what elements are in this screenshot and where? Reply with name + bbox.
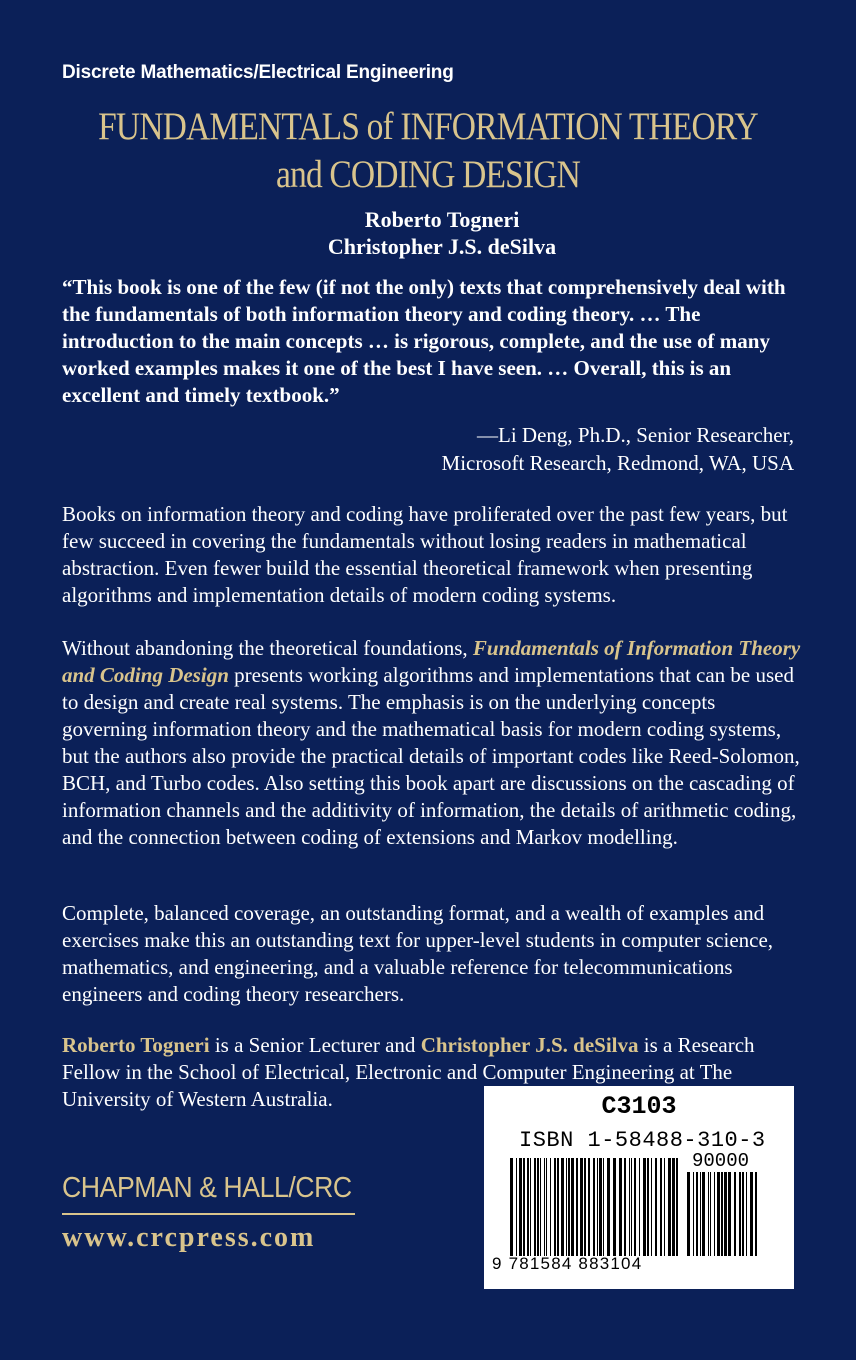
text-span: presents working algorithms and implementations that can be used to design and create real systems. The emphasis is on the underlying concepts governing information theory and the mathematical basis for modern coding systems, but the authors also provide the practical details of important codes like Reed-Solomon, BCH, and Turbo codes. Also setting this book apart are discussions on the cascading of information channels and the additivity of information, the details of arithmetic coding, and the connection between coding of extensions and Markov modelling. bbox=[62, 663, 800, 849]
barcode-bar bbox=[734, 1172, 736, 1256]
text-span: is a Research Fellow in the School of Electrical, Electronic and Computer Engineering at The University of Western Australia. bbox=[62, 1033, 755, 1111]
barcode-bar bbox=[607, 1158, 610, 1256]
barcode-bar bbox=[537, 1158, 539, 1256]
description-paragraph: Books on information theory and coding have proliferated over the past few years, but few succeed in covering the fundamentals without losing readers in mathematical abstraction. Even fewer build the essential theoretical framework when presenting algorithms and implementation details of modern coding systems. bbox=[62, 502, 788, 607]
subject-category: Discrete Mathematics/Electrical Engineering bbox=[62, 62, 454, 83]
publisher-logo: CHAPMAN & HALL/CRC bbox=[62, 1172, 352, 1204]
barcode-bar bbox=[710, 1172, 711, 1256]
publisher-website: www.crcpress.com bbox=[62, 1222, 316, 1253]
barcode-bar bbox=[568, 1158, 570, 1256]
book-title-line2: and CODING DESIGN bbox=[276, 153, 580, 196]
barcode-bar bbox=[660, 1158, 662, 1256]
barcode-bar bbox=[631, 1158, 632, 1256]
barcode-bar bbox=[629, 1158, 630, 1256]
barcode-bar bbox=[557, 1158, 559, 1256]
barcode-bar bbox=[724, 1172, 727, 1256]
barcode-bar bbox=[576, 1158, 578, 1256]
barcode-bar bbox=[554, 1158, 556, 1256]
barcode-bar bbox=[624, 1158, 626, 1256]
price-code: 90000 bbox=[692, 1150, 750, 1172]
barcode-bar bbox=[534, 1158, 536, 1256]
author-name: Roberto Togneri bbox=[364, 207, 520, 232]
barcode-bar bbox=[550, 1158, 551, 1256]
review-affiliation: Microsoft Research, Redmond, WA, USA bbox=[441, 451, 794, 475]
barcode-bar bbox=[566, 1158, 567, 1256]
barcode-bar bbox=[510, 1158, 513, 1256]
description-paragraph bbox=[62, 635, 802, 851]
description-paragraph: Complete, balanced coverage, an outstanding format, and a wealth of examples and exercises make this an outstanding text for upper-level students in computer science, mathematics, and engineering, and a valuable reference for telecommunications engineers and coding theory researchers. bbox=[62, 901, 774, 1006]
barcode-bar bbox=[619, 1158, 622, 1256]
book-title-line1: FUNDAMENTALS of INFORMATION THEORY bbox=[98, 105, 758, 148]
barcode-code: C3103 bbox=[601, 1092, 677, 1121]
barcode-bar bbox=[746, 1172, 747, 1256]
author-name: Christopher J.S. deSilva bbox=[327, 234, 557, 259]
barcode-bar bbox=[693, 1172, 694, 1256]
barcode-bar bbox=[597, 1158, 598, 1256]
barcode-bar bbox=[728, 1172, 731, 1256]
barcode-bar bbox=[599, 1158, 602, 1256]
addon-barcode bbox=[687, 1172, 757, 1256]
barcode-bar bbox=[676, 1158, 678, 1256]
barcode-bar bbox=[561, 1158, 564, 1256]
barcode-bar bbox=[516, 1158, 517, 1256]
barcode-panel bbox=[484, 1086, 794, 1289]
barcode-bar bbox=[584, 1158, 586, 1256]
book-title-italic: Fundamentals of Information Theory and Coding Design bbox=[62, 636, 801, 687]
barcode-bar bbox=[700, 1172, 701, 1256]
barcode-bar bbox=[588, 1158, 590, 1256]
bio-author-name: Christopher J.S. deSilva bbox=[420, 1033, 639, 1057]
barcode-bar bbox=[687, 1172, 690, 1256]
barcode-bar bbox=[643, 1158, 646, 1256]
barcode-bar bbox=[639, 1158, 640, 1256]
barcode-bar bbox=[668, 1158, 671, 1256]
isbn-number: ISBN 1-58488-310-3 bbox=[519, 1128, 766, 1153]
barcode-bar bbox=[750, 1172, 753, 1256]
barcode-bar bbox=[742, 1172, 744, 1256]
barcode-bar bbox=[717, 1172, 720, 1256]
barcode-bar bbox=[593, 1158, 595, 1256]
barcode-bar bbox=[664, 1158, 665, 1256]
barcode-bar bbox=[739, 1172, 741, 1256]
barcode-bar bbox=[523, 1158, 525, 1256]
barcode-bar bbox=[702, 1172, 705, 1256]
barcode-bar bbox=[546, 1158, 547, 1256]
ean-number: 9 781584 883104 bbox=[492, 1254, 643, 1273]
barcode-bar bbox=[755, 1172, 757, 1256]
text-span: Without abandoning the theoretical foundations, bbox=[62, 636, 473, 660]
publisher-rule bbox=[62, 1213, 355, 1215]
barcode-bar bbox=[651, 1158, 652, 1256]
review-quote: “This book is one of the few (if not the only) texts that comprehensively deal with the fundamentals of both information theory and coding theory. … The introduction to the main concepts … is rigorous, complete, and the use of many worked examples makes it one of the best I have seen. … Overall, this is an excellent and timely textbook.” bbox=[62, 275, 786, 407]
barcode-bar bbox=[696, 1172, 698, 1256]
barcode-bar bbox=[544, 1158, 545, 1256]
barcode-bar bbox=[634, 1158, 636, 1256]
barcode-bar bbox=[721, 1172, 723, 1256]
ean-barcode bbox=[510, 1158, 680, 1256]
barcode-bar bbox=[647, 1158, 649, 1256]
barcode-bar bbox=[540, 1158, 541, 1256]
barcode-bar bbox=[571, 1158, 574, 1256]
bio-author-name: Roberto Togneri bbox=[62, 1033, 210, 1057]
barcode-bar bbox=[613, 1158, 616, 1256]
barcode-bar bbox=[708, 1172, 709, 1256]
text-span: is a Senior Lecturer and bbox=[209, 1033, 421, 1057]
barcode-bar bbox=[530, 1158, 531, 1256]
barcode-bar bbox=[527, 1158, 529, 1256]
review-attribution: —Li Deng, Ph.D., Senior Researcher, bbox=[477, 423, 794, 447]
barcode-bar bbox=[519, 1158, 522, 1256]
barcode-bar bbox=[580, 1158, 583, 1256]
barcode-bar bbox=[714, 1172, 715, 1256]
barcode-bar bbox=[655, 1158, 657, 1256]
barcode-bar bbox=[672, 1158, 675, 1256]
barcode-bar bbox=[603, 1158, 604, 1256]
